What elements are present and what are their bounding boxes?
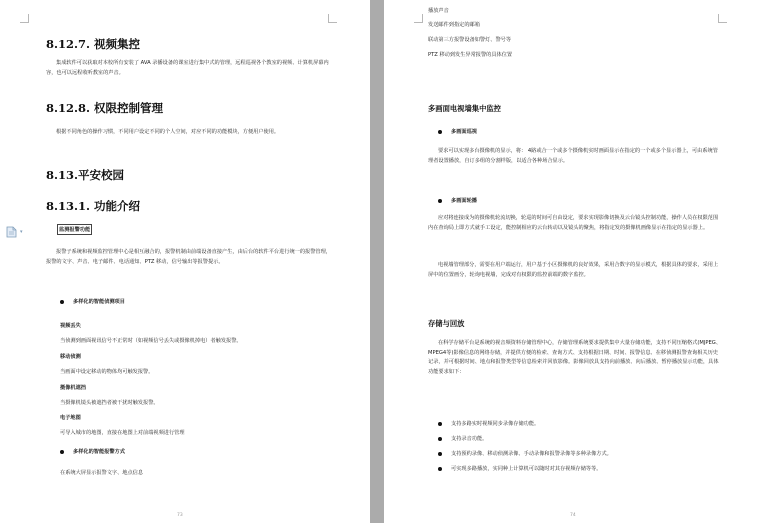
paragraph: 报警子系统和视频监控管理中心是相互融合的，报警机制由前端设备直接产生，由后台的软件平台进行统一的报警管理，报警的文字、声音、电子邮件、电话通知、PTZ 移动，信号输出等报警提示。 — [46, 249, 331, 265]
last-line: 在系统大屏显示报警文字、地点信息 — [60, 470, 144, 476]
bullet-item — [438, 450, 612, 457]
top-line: 播放声音 — [428, 8, 449, 14]
bullet-label: 多样化的智能侦测项目 — [73, 299, 125, 305]
bullet-item — [438, 435, 487, 442]
item-desc: 当侦测到画面视讯信号不正常时（如视频信号丢失或摄像机掉电）者触发报警。 — [60, 338, 242, 344]
bullet-dot — [438, 452, 442, 456]
item-desc: 当摄像机镜头被遮挡者被干扰时触发报警。 — [60, 400, 159, 406]
bullet-dot — [438, 130, 442, 134]
bullet-item — [438, 128, 477, 135]
bullet-item — [438, 465, 601, 472]
margin-mark — [328, 14, 337, 23]
bullet-label: 可实现多路播放，实同种上计算机可以随时对其存视频存储等等。 — [451, 466, 602, 472]
item-title: 视频丢失 — [60, 323, 81, 329]
bullet-item — [60, 448, 125, 455]
top-line: 联动第三方报警设备如警灯、警号等 — [428, 37, 512, 43]
chevron-down-icon[interactable]: ▾ — [20, 229, 23, 235]
left-page — [0, 0, 370, 523]
bullet-dot — [60, 300, 64, 304]
heading-function-intro: 8.13.1. 功能介绍 — [46, 199, 141, 213]
page-number: 73 — [177, 513, 183, 518]
bullet-label: 支持预约录像、移动侦测录像、手动录像和报警录像等多种录像方式。 — [451, 451, 612, 457]
item-desc: 当画面中设定移动的物体均可触发报警。 — [60, 369, 154, 375]
bullet-label: 多画面轮播 — [451, 198, 477, 204]
comment-icon[interactable] — [6, 226, 17, 238]
top-line: 发送邮件到指定的邮箱 — [428, 22, 480, 28]
bullet-label: 支持多路实时视频同步录像存储功能。 — [451, 421, 540, 427]
item-title: 摄像机遮挡 — [60, 385, 86, 391]
heading-multi-screen: 多画面电视墙集中监控 — [428, 104, 501, 113]
bullet-dot — [438, 199, 442, 203]
right-page — [384, 0, 760, 523]
margin-mark — [414, 14, 423, 23]
heading-safe-campus: 8.13.平安校园 — [46, 168, 125, 182]
bullet-item — [60, 298, 125, 305]
paragraph: 在科学存储平台是系统的视音频资料存储管理中心，存储管理系统要求提供集中大量存储功能，支持不同压缩格式(MJPEG、MPEG4等)影像信息的网络存储，并提供方便的检索、查询方式、支持根据日期、时间、报警信息、在移侦测报警查询相关历史记录，并可根据时间、地点和报警类型等信息检索并回放影像。影像回放具支持向前播放、向后播放、暂停播放显示功能，具体功能要求如下： — [428, 340, 722, 375]
page-number: 74 — [570, 513, 576, 518]
bullet-dot — [438, 437, 442, 441]
paragraph: 集成软件可以获取对本校所有安装了 AVA 录播设备的课室进行集中式的管理，远程巡视各个教室的视频、计算机屏幕内容，也可以远程收听教室的声音。 — [46, 60, 329, 76]
heading-storage: 存储与回放 — [428, 319, 465, 328]
bullet-item — [438, 420, 539, 427]
paragraph: 要求可以实现多台摄像机的显示，将： 4路或合一个或多个摄像机实时画面显示在指定的一个或多个显示器上，可由系统管理者设置播放，自订多组的分割样版，以适合各种场合显示。 — [428, 148, 718, 164]
page-gap — [370, 0, 384, 523]
bullet-label: 多画面巡视 — [451, 129, 477, 135]
heading-video-control: 8.12.7. 视频集控 — [46, 37, 141, 51]
bullet-dot — [438, 422, 442, 426]
bullet-dot — [60, 450, 64, 454]
paragraph: 根据不同角色的操作习惯，不同用户设定不同的个人空间，对应不同的功能模块，方便用户使用。 — [56, 129, 280, 135]
paragraph: 应对将连接成为的摄像机轮流切换，轮巡的时间可自由设定，要求实现影像切换及云台镜头控制功能，操作人员在权限范围内在查询局上即方式就手工设定，能控制相应的云台转动以及镜头的聚焦，将指定发的摄像机画像显示在指定的显示器上。 — [428, 215, 719, 231]
top-line: PTZ 移动到发生异常报警的具体位置 — [428, 52, 513, 58]
alarm-title[interactable]: 监测报警功能 — [59, 227, 91, 233]
bullet-label: 多样化的智能报警方式 — [73, 449, 125, 455]
margin-mark — [20, 14, 29, 23]
heading-permission: 8.12.8. 权限控制管理 — [46, 101, 164, 115]
paragraph: 电视墙管理部分，需要在用户端运行，用户基于小区摄像机的良好效果，采用合数字的显示模式，根据具体的要求，采用上屏中的位置画分，轮询电视墙，完成对有权限的监控前端的数字监控。 — [428, 262, 719, 278]
item-desc: 可导入城市的地图，直接在地图上对前端视频进行管理 — [60, 430, 185, 436]
bullet-label: 支持录音功能。 — [451, 436, 488, 442]
bullet-dot — [438, 467, 442, 471]
margin-mark — [718, 14, 727, 23]
bullet-item — [438, 197, 477, 204]
item-title: 移动侦测 — [60, 354, 81, 360]
item-title: 电子地图 — [60, 415, 81, 421]
